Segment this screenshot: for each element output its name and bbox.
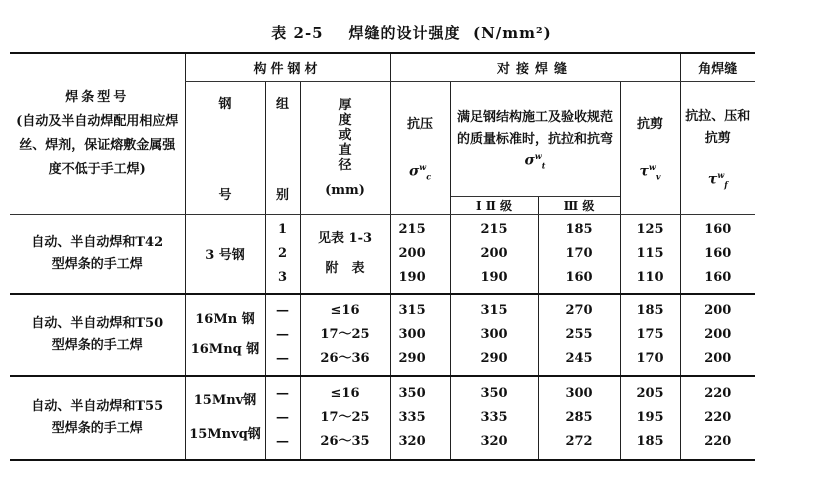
thickness-header: 厚度或直径 (mm)	[300, 81, 390, 214]
caption-title: 焊缝的设计强度	[348, 24, 461, 42]
steel-cell: 15Mnv钢 15Mnvq钢	[185, 376, 265, 460]
compression-symbol: $\sigma^w_c$	[408, 162, 432, 182]
thickness-cell: ≤16 17～25 26～35	[300, 376, 390, 460]
table-row	[10, 214, 755, 294]
shear-symbol: $\tau^w_v$	[639, 162, 661, 182]
tension-3-cell: 270 255 245	[538, 294, 620, 376]
member-steel-header: 构件钢材	[185, 53, 390, 81]
shear-header: 抗剪 $\tau^w_v$	[620, 81, 680, 214]
electrode-header: 焊条型号	[65, 89, 130, 105]
weld-strength-table	[10, 52, 755, 461]
compression-cell: 315 300 290	[390, 294, 450, 376]
tension-1-2-cell: 350 335 320	[450, 376, 538, 460]
fillet-cell: 200 200 200	[680, 294, 755, 376]
steel-cell: 3 号钢	[185, 214, 265, 294]
compression-cell: 215 200 190	[390, 214, 450, 294]
tension-symbol: $\sigma^w_t$	[524, 150, 546, 171]
compression-cell: 350 335 320	[390, 376, 450, 460]
electrode-header-cell	[10, 53, 185, 214]
shear-cell: 125 115 110	[620, 214, 680, 294]
caption-unit: (N/mm²)	[472, 24, 552, 42]
tension-1-2-cell: 315 300 290	[450, 294, 538, 376]
shear-cell: 205 195 185	[620, 376, 680, 460]
electrode-cell: 自动、半自动焊和T50型焊条的手工焊	[10, 294, 185, 376]
electrode-cell: 自动、半自动焊和T55型焊条的手工焊	[10, 376, 185, 460]
shear-cell: 185 175 170	[620, 294, 680, 376]
compression-header: 抗压 $\sigma^w_c$	[390, 81, 450, 214]
steel-cell: 16Mn 钢 16Mnq 钢	[185, 294, 265, 376]
table-caption	[0, 22, 823, 43]
electrode-note: (自动及半自动焊配用相应焊丝、焊剂，保证熔敷金属强度不低于手工焊)	[16, 113, 179, 177]
fillet-weld-header: 角焊缝	[680, 53, 755, 81]
tension-1-2-cell: 215 200 190	[450, 214, 538, 294]
tension-header: 满足钢结构施工及验收规范的质量标准时，抗拉和抗弯 $\sigma^w_t$	[450, 81, 620, 196]
tension-3-cell: 300 285 272	[538, 376, 620, 460]
table-row	[10, 376, 755, 460]
fillet-cell: 220 220 220	[680, 376, 755, 460]
group-cell: — — —	[265, 294, 300, 376]
table-row	[10, 294, 755, 376]
grade-1-2-header: Ⅰ Ⅱ 级	[450, 196, 538, 214]
tension-3-cell: 185 170 160	[538, 214, 620, 294]
thickness-cell: ≤16 17～25 26～36	[300, 294, 390, 376]
electrode-cell: 自动、半自动焊和T42型焊条的手工焊	[10, 214, 185, 294]
thickness-cell: 见表 1-3 附 表	[300, 214, 390, 294]
header-row-1	[10, 53, 755, 81]
grade-3-header: Ⅲ 级	[538, 196, 620, 214]
group-header: 组 别	[265, 81, 300, 214]
caption-label: 表 2-5	[271, 24, 324, 42]
fillet-cell: 160 160 160	[680, 214, 755, 294]
group-cell: — — —	[265, 376, 300, 460]
group-cell: 1 2 3	[265, 214, 300, 294]
fillet-symbol: $\tau^w_f$	[707, 169, 728, 190]
fillet-header: 抗拉、压和抗剪 $\tau^w_f$	[680, 81, 755, 214]
steel-header: 钢 号	[185, 81, 265, 214]
butt-weld-header: 对接焊缝	[390, 53, 680, 81]
